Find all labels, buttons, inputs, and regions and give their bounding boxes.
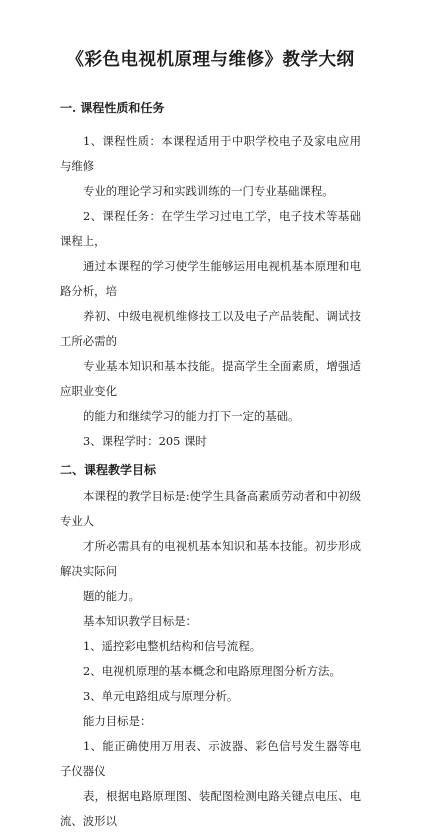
- text-line: 才所必需具有的电视机基本知识和基本技能。初步形成解决实际问: [60, 539, 361, 578]
- list-item: [60, 659, 361, 684]
- text-line: 表，根据电路原理图、装配图检测电路关键点电压、电流、波形以: [60, 789, 361, 828]
- text-line: 1、能正确使用万用表、示波器、彩色信号发生器等电子仪器仪: [60, 739, 361, 778]
- text-line: 基本知识教学目标是：: [83, 614, 197, 628]
- list-item: [60, 734, 361, 834]
- text-line: 的能力和继续学习的能力打下一定的基础。: [83, 409, 300, 423]
- section-teaching-goals: [60, 462, 361, 834]
- paragraph-ability-goals: [60, 709, 361, 734]
- document-title: 《彩色电视机原理与维修》教学大纲: [66, 50, 355, 70]
- paragraph-course-hours: [60, 429, 361, 454]
- paragraph-course-nature: [60, 129, 361, 204]
- text-line: 专业基本知识和基本技能。提高学生全面素质，增强适应职业变化: [60, 359, 361, 398]
- text-line: 专业的理论学习和实践训练的一门专业基础课程。: [83, 184, 334, 198]
- list-item: [60, 634, 361, 659]
- text-line: 本课程的教学目标是:使学生具备高素质劳动者和中初级专业人: [60, 489, 361, 528]
- text-line: 2、电视机原理的基本概念和电路原理图分析方法。: [83, 664, 341, 678]
- section-heading: 一. 课程性质和任务: [60, 101, 165, 115]
- section-body: [60, 484, 361, 834]
- text-line: 3、单元电路组成与原理分析。: [83, 689, 239, 703]
- section-heading: 二、课程教学目标: [60, 463, 157, 477]
- text-line: 通过本课程的学习使学生能够运用电视机基本原理和电路分析，培: [60, 259, 361, 298]
- paragraph-goal-intro: [60, 484, 361, 609]
- text-line: 能力目标是：: [83, 714, 152, 728]
- paragraph-course-task: [60, 204, 361, 429]
- text-line: 养初、中级电视机维修技工以及电子产品装配、调试技工所必需的: [60, 309, 361, 348]
- paragraph-knowledge-goals: [60, 609, 361, 634]
- section-course-nature: [60, 100, 361, 454]
- text-line: 1、课程性质：本课程适用于中职学校电子及家电应用与维修: [60, 134, 361, 173]
- text-line: 2、课程任务：在学生学习过电工学，电子技术等基础课程上，: [60, 209, 361, 248]
- list-item: [60, 684, 361, 709]
- section-body: [60, 129, 361, 454]
- text-line: 题的能力。: [83, 589, 140, 603]
- text-line: 1、遥控彩电整机结构和信号流程。: [83, 639, 262, 653]
- text-line: 3、课程学时：205 课时: [83, 434, 207, 448]
